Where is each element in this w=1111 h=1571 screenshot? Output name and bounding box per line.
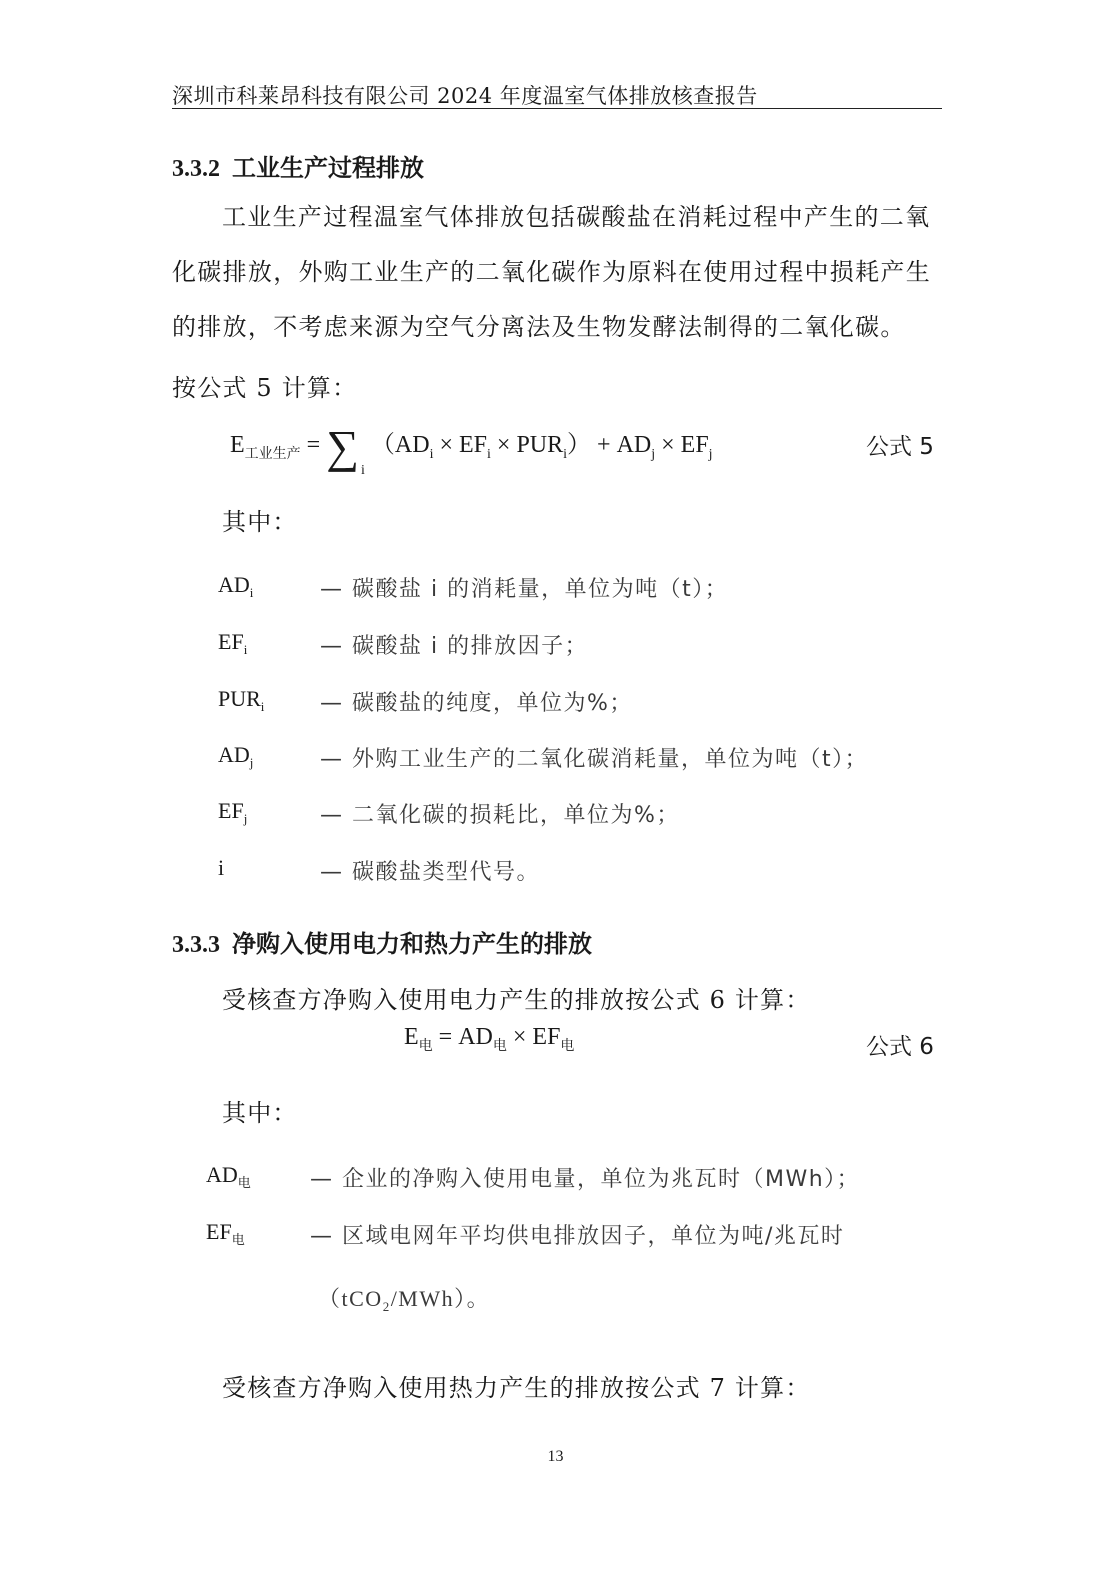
variable-symbol: $AD_电$ [206, 1162, 251, 1191]
variable-symbol: $EF_j$ [218, 798, 248, 826]
document-page: 深圳市科莱昂科技有限公司 2024 年度温室气体排放核查报告 3.3.2 工业生产过程排放 工业生产过程温室气体排放包括碳酸盐在消耗过程中产生的二氧化碳排放，外购工业生产的二氧化碳作为原料在使用过程中损耗产生的排放，不考虑来源为空气分离法及生物发酵法制得的二氧化碳。 按公式 5 计算： $E_{工业生产}$ = ∑ $_i$ $(AD_i \times EF_i \times PUR_i) + AD_j \times EF_j$ 公式 5 其中： $AD_i$ — 碳酸盐 i 的消耗量，单位为吨（t）； $EF_i$ — 碳酸盐 i 的排放因子； $PUR_i$ — 碳酸盐的纯度，单位为%； $AD_j$ — 外购工业生产的二氧化碳消耗量，单位为吨（t）； $EF_j$ — 二氧化碳的损耗比，单位为%； i — 碳酸盐类型代号。 3.3.3 净购入使用电力和热力产生的排放 受核查方净购入使用电力产生的排放按公式 6 计算： $E_电 = AD_电 \times EF_电$ 公式 6 其中： $AD_电$ — 企业的净购入使用电量，单位为兆瓦时（MWh）； $EF_电$ — 区域电网年平均供电排放因子，单位为吨/兆瓦时 （tCO$_2$/MWh）。 受核查方净购入使用热力产生的排放按公式 7 计算： 13 [0, 0, 1111, 1571]
variable-symbol: $PUR_i$ [218, 686, 265, 714]
variable-description: — 碳酸盐 i 的排放因子； [320, 634, 589, 659]
variable-description: — 企业的净购入使用电量，单位为兆瓦时（MWh）； [310, 1167, 861, 1192]
variable-description: — 外购工业生产的二氧化碳消耗量，单位为吨（t）； [320, 747, 869, 772]
formula-intro-text: 受核查方净购入使用电力产生的排放按公式 6 计算： [222, 986, 811, 1014]
variable-description: — 碳酸盐类型代号。 [320, 860, 540, 885]
variable-description: — 碳酸盐 i 的消耗量，单位为吨（t）； [320, 577, 729, 602]
formula-5: $E_{工业生产}$ = ∑ $_i$ $(AD_i \times EF_i \times PUR_i) + AD_j \times EF_j$ [230, 421, 713, 478]
variable-symbol: $AD_j$ [218, 742, 254, 770]
formula-intro-text: 受核查方净购入使用热力产生的排放按公式 7 计算： [222, 1374, 811, 1402]
section-number: 3.3.2 [172, 156, 220, 182]
formula-6-label: 公式 6 [866, 1034, 934, 1060]
variable-symbol: $EF_电$ [206, 1219, 245, 1248]
variable-symbol: $EF_i$ [218, 629, 248, 657]
formula-intro-text: 按公式 5 计算： [172, 374, 358, 402]
formula-5-label: 公式 5 [866, 434, 934, 460]
section-heading-3-3-3 [172, 924, 592, 959]
variable-description: — 碳酸盐的纯度，单位为%； [320, 691, 633, 716]
page-number: 13 [547, 1448, 564, 1465]
variable-description: — 二氧化碳的损耗比，单位为%； [320, 803, 680, 828]
section-heading-3-3-2 [172, 148, 424, 183]
formula-6: $E_电 = AD_电 \times EF_电$ [404, 1024, 575, 1054]
section-title: 净购入使用电力和热力产生的排放 [232, 929, 592, 958]
header-rule [172, 108, 942, 109]
variable-description: — 区域电网年平均供电排放因子，单位为吨/兆瓦时 [310, 1224, 845, 1249]
variable-symbol: i [218, 855, 225, 880]
where-label: 其中： [222, 1099, 298, 1127]
running-header: 深圳市科莱昂科技有限公司 2024 年度温室气体排放核查报告 [172, 84, 758, 108]
section-title: 工业生产过程排放 [232, 153, 424, 182]
body-paragraph: 工业生产过程温室气体排放包括碳酸盐在消耗过程中产生的二氧化碳排放，外购工业生产的二氧化碳作为原料在使用过程中损耗产生的排放，不考虑来源为空气分离法及生物发酵法制得的二氧化碳。 [172, 203, 931, 341]
variable-symbol: $AD_i$ [218, 572, 254, 600]
where-label: 其中： [222, 508, 298, 536]
summation-symbol: ∑ [326, 421, 360, 472]
section-number: 3.3.3 [172, 932, 220, 958]
